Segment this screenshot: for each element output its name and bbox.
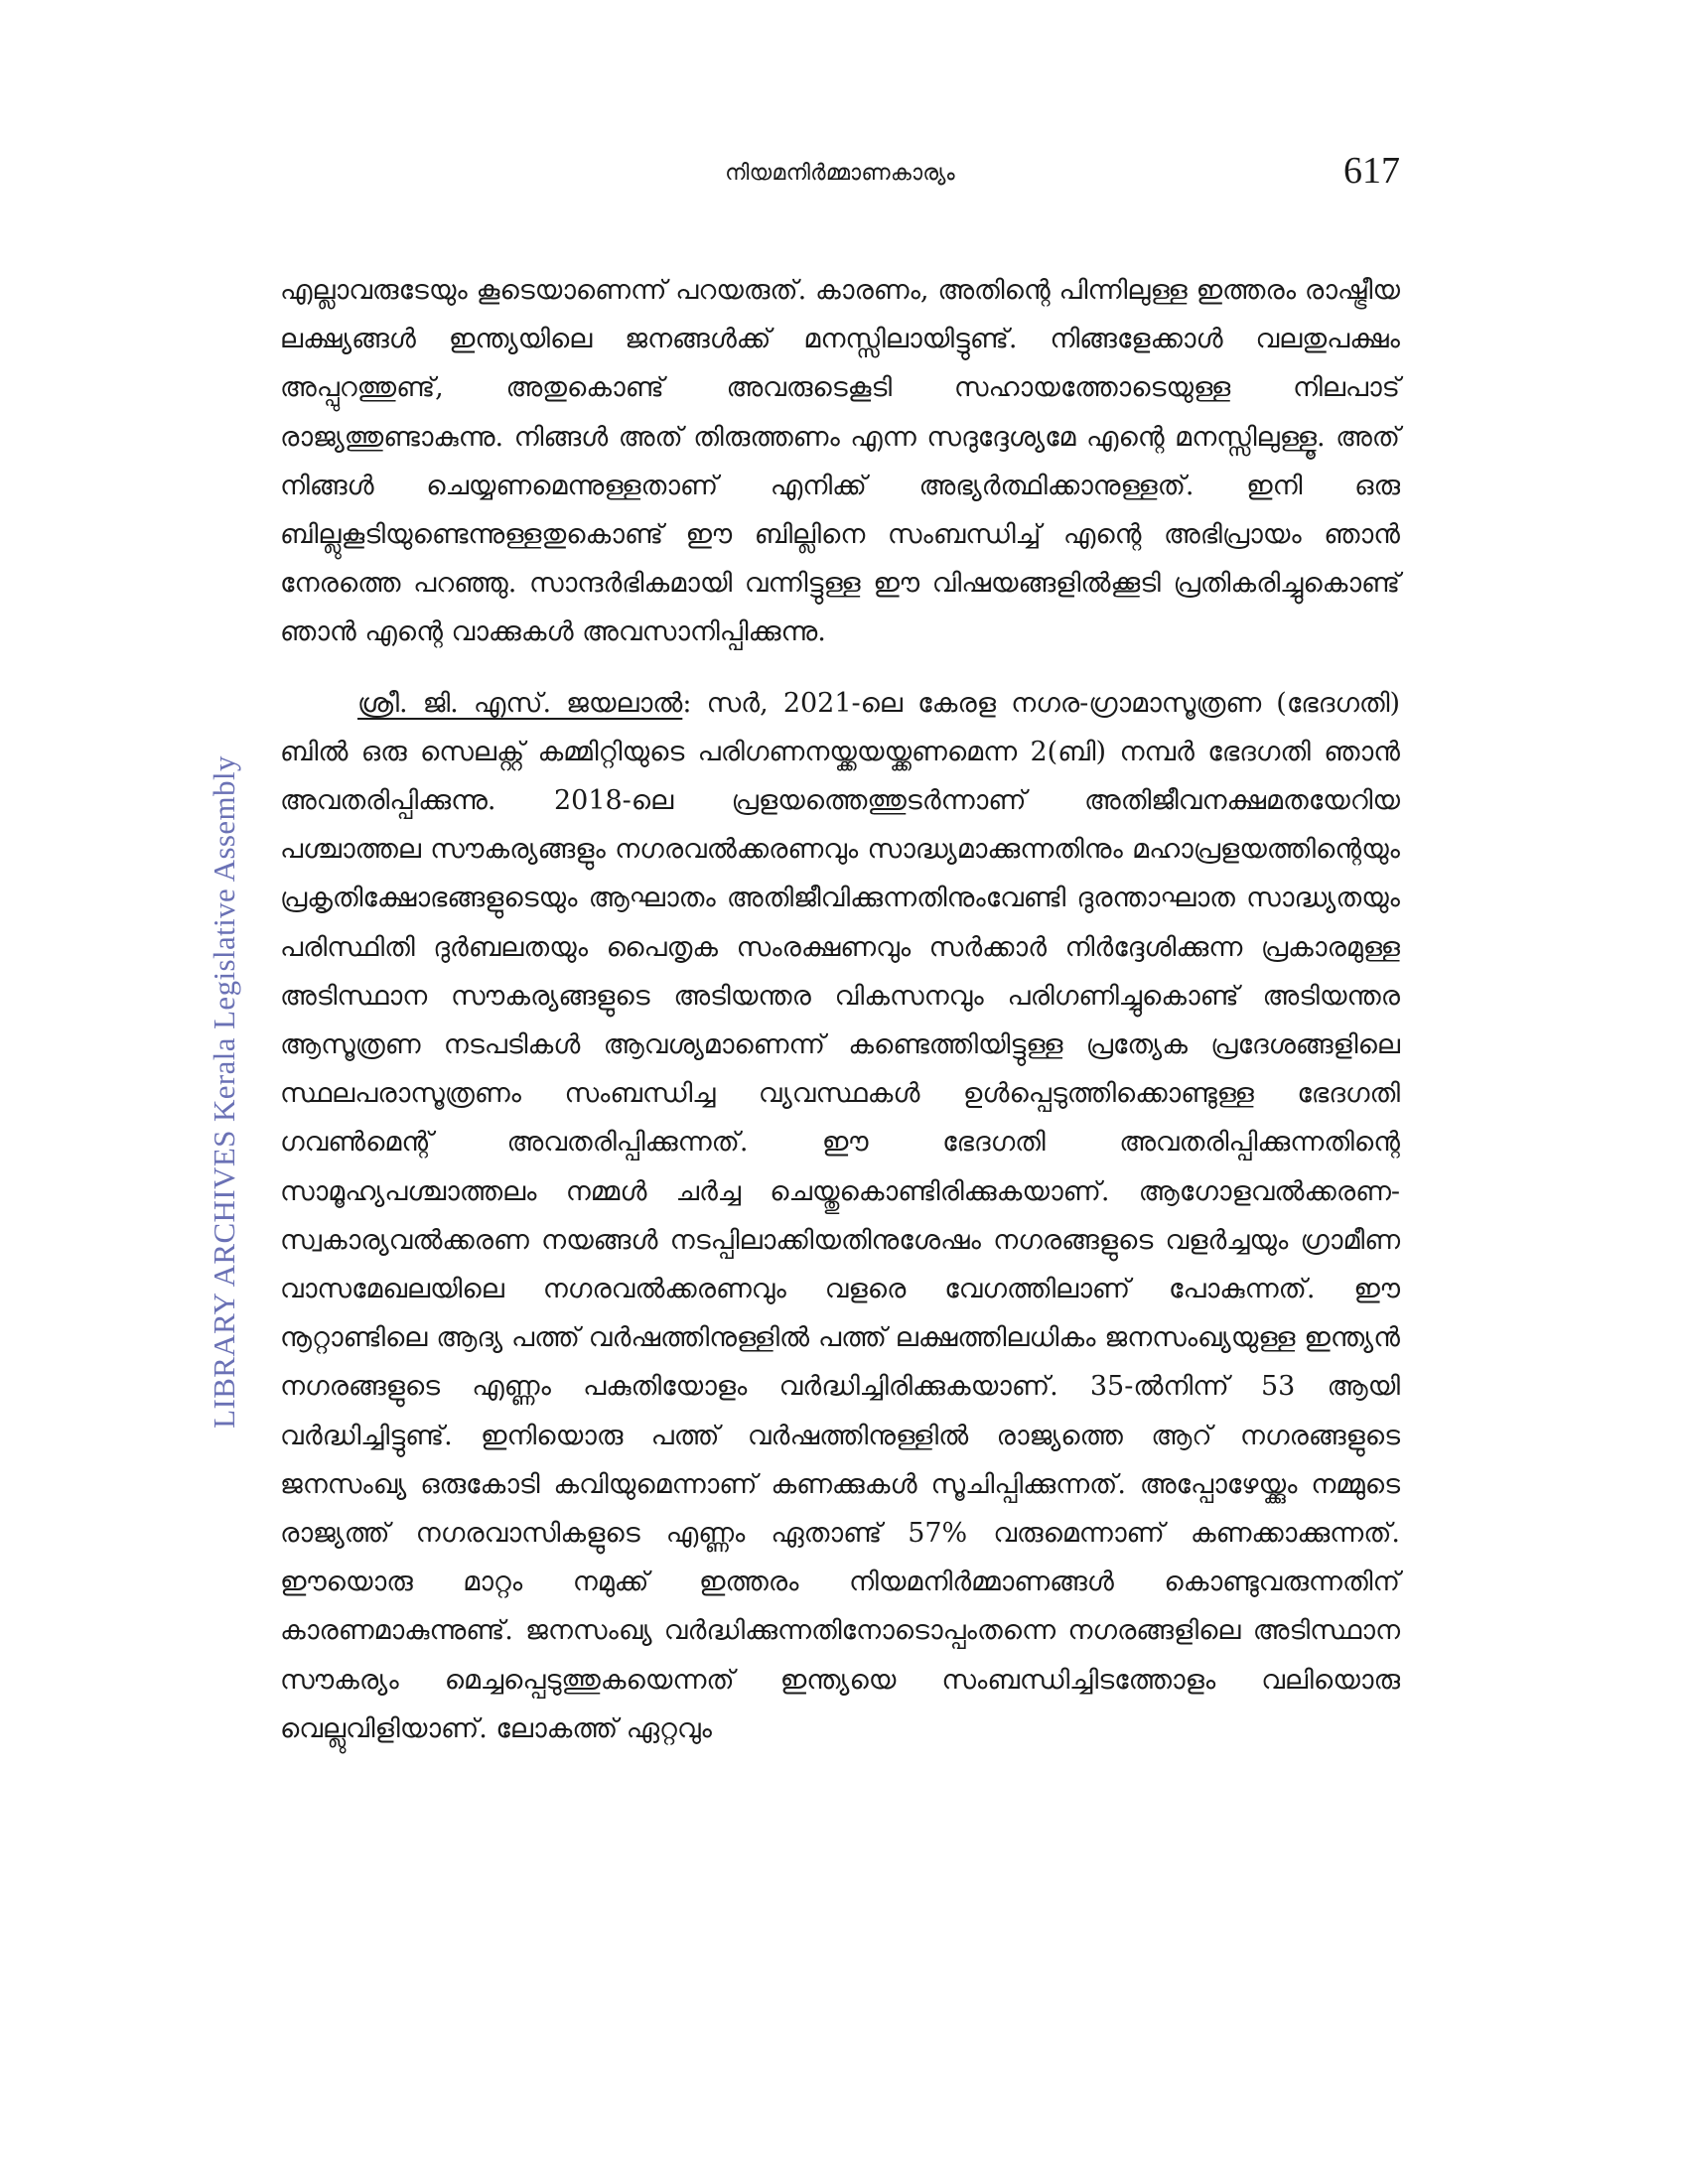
- running-header: [280, 149, 1400, 199]
- speaker-name: ശ്രീ. ജി. എസ്. ജയലാൽ: [357, 687, 683, 719]
- side-watermark: LIBRARY ARCHIVES Kerala Legislative Assembly: [207, 755, 241, 1429]
- running-title: നിയമനിർമ്മാണകാര്യം: [725, 161, 955, 186]
- body-text: [280, 266, 1400, 1753]
- paragraph-1: [280, 266, 1400, 657]
- paragraph-1-text: എല്ലാവരുടേയും കൂടെയാണെന്ന് പറയരുത്. കാരണം, അതിന്റെ പിന്നിലുള്ള ഇത്തരം രാഷ്ട്രീയ ലക്ഷ്യങ്ങൾ ഇന്ത്യയിലെ ജനങ്ങൾക്ക് മനസ്സിലായിട്ടുണ്ട്. നിങ്ങളേക്കാൾ വലതുപക്ഷം അപ്പുറത്തുണ്ട്, അതുകൊണ്ട് അവരുടെകൂടി സഹായത്തോടെയുള്ള നിലപാട് രാജ്യത്തുണ്ടാകുന്നു. നിങ്ങൾ അത് തിരുത്തണം എന്ന സദുദ്ദേശ്യമേ എന്റെ മനസ്സിലുള്ളൂ. അത് നിങ്ങൾ ചെയ്യണമെന്നുള്ളതാണ് എനിക്ക് അഭ്യർത്ഥിക്കാനുള്ളത്. ഇനി ഒരു ബില്ലുകൂടിയുണ്ടെന്നുള്ളതുകൊണ്ട് ഈ ബില്ലിനെ സംബന്ധിച്ച് എന്റെ അഭിപ്രായം ഞാൻ നേരത്തെ പറഞ്ഞു. സാന്ദർഭികമായി വന്നിട്ടുള്ള ഈ വിഷയങ്ങളിൽക്കൂടി പ്രതികരിച്ചുകൊണ്ട് ഞാൻ എന്റെ വാക്കുകൾ അവസാനിപ്പിക്കുന്നു.: [280, 275, 1400, 648]
- page-number: 617: [1343, 150, 1400, 192]
- paragraph-2: [280, 679, 1400, 1753]
- paragraph-2-text: : സർ, 2021-ലെ കേരള നഗര-ഗ്രാമാസൂത്രണ (ഭേദഗതി) ബിൽ ഒരു സെലക്റ്റ് കമ്മിറ്റിയുടെ പരിഗണനയ്ക്കയയ്ക്കണമെന്ന 2(ബി) നമ്പർ ഭേദഗതി ഞാൻ അവതരിപ്പിക്കുന്നു. 2018-ലെ പ്രളയത്തെത്തുടർന്നാണ് അതിജീവനക്ഷമതയേറിയ പശ്ചാത്തല സൗകര്യങ്ങളും നഗരവൽക്കരണവും സാദ്ധ്യമാക്കുന്നതിനും മഹാപ്രളയത്തിന്റെയും പ്രകൃതിക്ഷോഭങ്ങളുടെയും ആഘാതം അതിജീവിക്കുന്നതിനുംവേണ്ടി ദുരന്താഘാത സാദ്ധ്യതയും പരിസ്ഥിതി ദുർബലതയും പൈതൃക സംരക്ഷണവും സർക്കാർ നിർദ്ദേശിക്കുന്ന പ്രകാരമുള്ള അടിസ്ഥാന സൗകര്യങ്ങളുടെ അടിയന്തര വികസനവും പരിഗണിച്ചുകൊണ്ട് അടിയന്തര ആസൂത്രണ നടപടികൾ ആവശ്യമാണെന്ന് കണ്ടെത്തിയിട്ടുള്ള പ്രത്യേക പ്രദേശങ്ങളിലെ സ്ഥലപരാസൂത്രണം സംബന്ധിച്ച വ്യവസ്ഥകൾ ഉൾപ്പെടുത്തിക്കൊണ്ടുള്ള ഭേദഗതി ഗവൺമെന്റ് അവതരിപ്പിക്കുന്നത്. ഈ ഭേദഗതി അവതരിപ്പിക്കുന്നതിന്റെ സാമൂഹ്യപശ്ചാത്തലം നമ്മൾ ചർച്ച ചെയ്തുകൊണ്ടിരിക്കുകയാണ്. ആഗോളവൽക്കരണ-സ്വകാര്യവൽക്കരണ നയങ്ങൾ നടപ്പിലാക്കിയതിനുശേഷം നഗരങ്ങളുടെ വളർച്ചയും ഗ്രാമീണ വാസമേഖലയിലെ നഗരവൽക്കരണവും വളരെ വേഗത്തിലാണ് പോകുന്നത്. ഈ നൂറ്റാണ്ടിലെ ആദ്യ പത്ത് വർഷത്തിനുള്ളിൽ പത്ത് ലക്ഷത്തിലധികം ജനസംഖ്യയുള്ള ഇന്ത്യൻ നഗരങ്ങളുടെ എണ്ണം പകുതിയോളം വർദ്ധിച്ചിരിക്കുകയാണ്. 35-ൽനിന്ന് 53 ആയി വർദ്ധിച്ചിട്ടുണ്ട്. ഇനിയൊരു പത്ത് വർഷത്തിനുള്ളിൽ രാജ്യത്തെ ആറ് നഗരങ്ങളുടെ ജനസംഖ്യ ഒരുകോടി കവിയുമെന്നാണ് കണക്കുകൾ സൂചിപ്പിക്കുന്നത്. അപ്പോഴേയ്ക്കും നമ്മുടെ രാജ്യത്ത് നഗരവാസികളുടെ എണ്ണം ഏതാണ്ട് 57% വരുമെന്നാണ് കണക്കാക്കുന്നത്. ഈയൊരു മാറ്റം നമുക്ക് ഇത്തരം നിയമനിർമ്മാണങ്ങൾ കൊണ്ടുവരുന്നതിന് കാരണമാകുന്നുണ്ട്. ജനസംഖ്യ വർദ്ധിക്കുന്നതിനോടൊപ്പംതന്നെ നഗരങ്ങളിലെ അടിസ്ഥാന സൗകര്യം മെച്ചപ്പെടുത്തുകയെന്നത് ഇന്ത്യയെ സംബന്ധിച്ചിടത്തോളം വലിയൊരു വെല്ലുവിളിയാണ്. ലോകത്ത് ഏറ്റവും: [280, 687, 1400, 1744]
